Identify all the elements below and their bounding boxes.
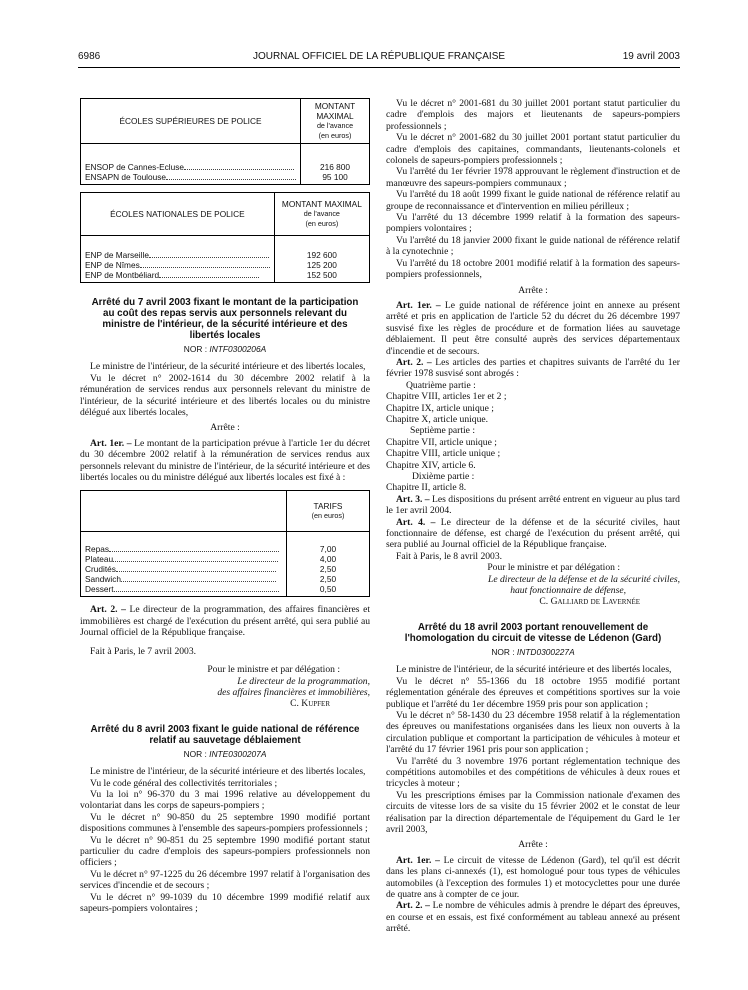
- visa: Vu l'arrêté du 18 octobre 2001 modifié relatif à la formation des sapeurs-pompiers professionnels,: [386, 257, 680, 281]
- article: Art. 1er. – Le guide national de référence joint en annexe au présent arrêté et pris en application de l'article 52 du décret du 26 décembre 1997 susvisé fixe les règles de procédure et de formation liées au sauvetage déblaiement. Il peut être consulté auprès des services départementaux d'incendie et de secours.: [386, 299, 680, 357]
- visa: Vu le décret n° 97-1225 du 26 décembre 1997 relatif à l'organisation des services d'incendie et de secours ;: [80, 868, 370, 892]
- table-row: ENP de Montbéliard: [85, 270, 270, 280]
- table-ecoles-nationales: [80, 192, 370, 283]
- table-header: [81, 491, 287, 532]
- signature-intro: Pour le ministre et par délégation :: [487, 562, 620, 574]
- table-tarifs: [80, 490, 370, 597]
- visa: Vu l'arrêté du 18 janvier 2000 fixant le guide national de référence relatif à la cynotechnie ;: [386, 234, 680, 258]
- table-row: Repas: [85, 544, 282, 554]
- list-item: Chapitre VIII, articles 1er et 2 ;: [386, 391, 507, 403]
- nor-reference: NOR : INTE0300207A: [183, 748, 267, 759]
- table-row: Plateau: [85, 554, 282, 564]
- fait-a-paris: Fait à Paris, le 7 avril 2003.: [90, 645, 197, 657]
- table-cell: 7,00 4,00 2,50 2,50 0,50: [287, 532, 370, 597]
- visa: Vu l'arrêté du 13 décembre 1999 relatif à la formation des sapeurs-pompiers volontaires ;: [386, 212, 680, 235]
- arrete-heading: Arrête :: [518, 284, 548, 296]
- left-column: [80, 98, 370, 914]
- signature-intro: Pour le ministre et par délégation :: [207, 664, 340, 676]
- table-cell: 216 800 95 100: [301, 144, 370, 185]
- article: Art. 4. – Le directeur de la défense et de la sécurité civiles, haut fonctionnaire de défense, est chargé de l'exécution du présent arrêté, qui sera publié au Journal officiel de la République française.: [386, 516, 680, 551]
- visa: Vu l'arrêté du 1er février 1978 approuvant le règlement d'instruction et de manœuvre des sapeurs-pompiers communaux ;: [386, 166, 680, 189]
- table-row: ENP de Nîmes: [85, 260, 270, 270]
- list-item: Chapitre X, article unique.: [386, 413, 489, 425]
- journal-title: JOURNAL OFFICIEL DE LA RÉPUBLIQUE FRANÇAISE: [252, 51, 506, 62]
- fait-a-paris: Fait à Paris, le 8 avril 2003.: [396, 550, 503, 562]
- decree-title: Arrêté du 7 avril 2003 fixant le montant de la participation au coût des repas servis aux personnels relevant du ministre de l'intérieur, de la sécurité intérieure et des libertés locales: [91, 297, 359, 341]
- article: Art. 1er. – Le montant de la participation prévue à l'article 1er du décret du 30 décembre 2002 relatif à la rémunération de services rendus aux personnels relevant du ministre de l'intérieur, de la sécurité intérieure et des libertés locales ou du ministre délégué aux libertés locales est fixé à :: [80, 437, 370, 484]
- visa: Vu la loi n° 96-370 du 3 mai 1996 relative au développement du volontariat dans les corps de sapeurs-pompiers ;: [80, 788, 370, 812]
- nor-reference: NOR : INTD0300227A: [491, 646, 575, 657]
- visa: Vu le décret n° 90-850 du 25 septembre 1990 modifié portant dispositions communes à l'ensemble des sapeurs-pompiers professionnels ;: [80, 811, 370, 835]
- paragraph: Le ministre de l'intérieur, de la sécurité intérieure et des libertés locales,: [90, 361, 366, 373]
- visa: Vu le décret n° 99-1039 du 10 décembre 1999 modifié relatif aux sapeurs-pompiers volontaires ;: [80, 891, 370, 914]
- list-item: Chapitre VIII, article unique ;: [386, 448, 501, 460]
- visa: Vu l'arrêté du 18 août 1999 fixant le guide national de référence relatif au groupe de reconnaissance et d'intervention en milieu périlleux ;: [386, 189, 680, 212]
- article: Art. 1er. – Le circuit de vitesse de Lédenon (Gard), tel qu'il est décrit dans les plans ci-annexés (1), est homologué pour tous types de véhicules automobiles (à l'exception des formules 1) et motocyclettes pour une durée de quatre ans à compter de ce jour.: [386, 854, 680, 900]
- issue-date: 19 avril 2003: [622, 51, 680, 62]
- table-row: ENSOP de Cannes-Ecluse: [85, 162, 296, 172]
- table-cell: 192 600 125 200 152 500: [274, 236, 369, 283]
- page-header: [78, 51, 680, 65]
- list-item: Chapitre VII, article unique ;: [386, 436, 497, 448]
- list-heading: Quatrième partie :: [406, 379, 476, 391]
- table-row: ENSAPN de Toulouse: [85, 172, 296, 182]
- table-row: ENP de Marseille: [85, 250, 270, 260]
- right-column: [386, 98, 680, 935]
- table-header: TARIFS (en euros): [287, 491, 370, 532]
- visa: Vu le décret n° 90-851 du 25 septembre 1990 modifié portant statut particulier du cadre d'emplois des sapeurs-pompiers professionnels non officiers ;: [80, 834, 370, 869]
- decree-title: Arrêté du 18 avril 2003 portant renouvellement de l'homologation du circuit de vitesse de Lédenon (Gard): [404, 621, 662, 644]
- list-item: Chapitre II, article 8.: [386, 482, 467, 494]
- signature-role: Le directeur de la défense et de la sécurité civiles,: [488, 573, 680, 585]
- article: Art. 2. – Le nombre de véhicules admis à prendre le départ des épreuves, en course et en essais, est fixé conformément au tableau annexé au présent arrêté.: [386, 900, 680, 935]
- visa: Vu le décret n° 58-1430 du 23 décembre 1958 relatif à la réglementation des épreuves ou manifestations organisées dans les lieux non ouverts à la circulation publique et comportant la participation de véhicules à moteur et l'arrêté du 17 février 1961 pris pour son application ;: [386, 709, 680, 756]
- list-item: Chapitre IX, article unique ;: [386, 402, 494, 414]
- list-heading: Dixième partie :: [412, 471, 475, 482]
- table-row: Sandwich: [85, 574, 282, 584]
- table-header: ÉCOLES SUPÉRIEURES DE POLICE: [81, 99, 301, 144]
- visa: Vu le code général des collectivités territoriales ;: [90, 777, 278, 789]
- article: Art. 2. – Le directeur de la programmation, des affaires financières et immobilières est chargé de l'exécution du présent arrêté, qui sera publié au Journal officiel de la République française.: [80, 604, 370, 639]
- visa: Vu l'arrêté du 3 novembre 1976 portant réglementation technique des compétitions automobiles et des compétitions de véhicules à deux roues et tricycles à moteur ;: [386, 755, 680, 790]
- list-heading: Septième partie :: [410, 425, 476, 437]
- list-item: Chapitre XIV, article 6.: [386, 459, 476, 471]
- paragraph: Le ministre de l'intérieur, de la sécurité intérieure et des libertés locales,: [90, 766, 366, 778]
- table-header: MONTANT MAXIMAL de l'avance (en euros): [274, 193, 369, 236]
- signature-role: des affaires financières et immobilières,: [217, 686, 370, 698]
- visa: Vu le décret n° 55-1366 du 18 octobre 1955 modifié portant réglementation générale des épreuves et compétitions sportives sur la voie publique et l'arrêté du 1er décembre 1959 pris pour son application ;: [386, 675, 680, 710]
- page-number: 6986: [78, 51, 101, 62]
- table-header: ÉCOLES NATIONALES DE POLICE: [81, 193, 275, 236]
- table-ecoles-superieures: [80, 98, 370, 185]
- paragraph: Vu le décret n° 2002-1614 du 30 décembre 2002 relatif à la rémunération de services rendus aux personnels relevant du ministre de l'intérieur, de la sécurité intérieure et des libertés locales ou du ministre délégué aux libertés locales,: [80, 372, 370, 419]
- article: Art. 3. – Les dispositions du présent arrêté entrent en vigueur au plus tard le 1er avril 2004.: [386, 493, 680, 517]
- table-cell: [81, 532, 287, 597]
- nor-reference: NOR : INTF0300206A: [183, 344, 267, 354]
- signature-role: haut fonctionnaire de défense,: [510, 585, 626, 597]
- visa: Vu les prescriptions émises par la Commission nationale d'examen des circuits de vitesse lors de sa visite du 15 février 2002 et le constat de leur réalisation par la direction départementale de l'équipement du Gard le 1er avril 2003,: [386, 789, 680, 835]
- table-row: Dessert: [85, 584, 282, 594]
- arrete-heading: Arrête :: [210, 422, 240, 434]
- paragraph: Le ministre de l'intérieur, de la sécurité intérieure et des libertés locales,: [396, 664, 672, 676]
- table-cell: [81, 144, 301, 185]
- signature-role: Le directeur de la programmation,: [237, 675, 370, 687]
- arrete-heading: Arrête :: [518, 839, 548, 851]
- article: Art. 2. – Les articles des parties et chapitres suivants de l'arrêté du 1er février 1978 susvisé sont abrogés :: [386, 356, 680, 380]
- header-rule: [78, 67, 680, 68]
- visa: Vu le décret n° 2001-682 du 30 juillet 2001 portant statut particulier du cadre d'emplois des capitaines, commandants, lieutenants-colonels et colonels de sapeurs-pompiers professionnels ;: [386, 132, 680, 167]
- table-row: Crudités: [85, 564, 282, 574]
- table-cell: [81, 236, 275, 283]
- signatory: C. Galliard de Lavernée: [539, 596, 640, 608]
- signatory: C. Kupfer: [290, 698, 330, 710]
- decree-title: Arrêté du 8 avril 2003 fixant le guide national de référence relatif au sauvetage déblaiement: [90, 723, 360, 746]
- visa: Vu le décret n° 2001-681 du 30 juillet 2001 portant statut particulier du cadre d'emplois des majors et lieutenants de sapeurs-pompiers professionnels ;: [386, 98, 680, 132]
- table-header: MONTANT MAXIMAL de l'avance (en euros): [301, 99, 370, 144]
